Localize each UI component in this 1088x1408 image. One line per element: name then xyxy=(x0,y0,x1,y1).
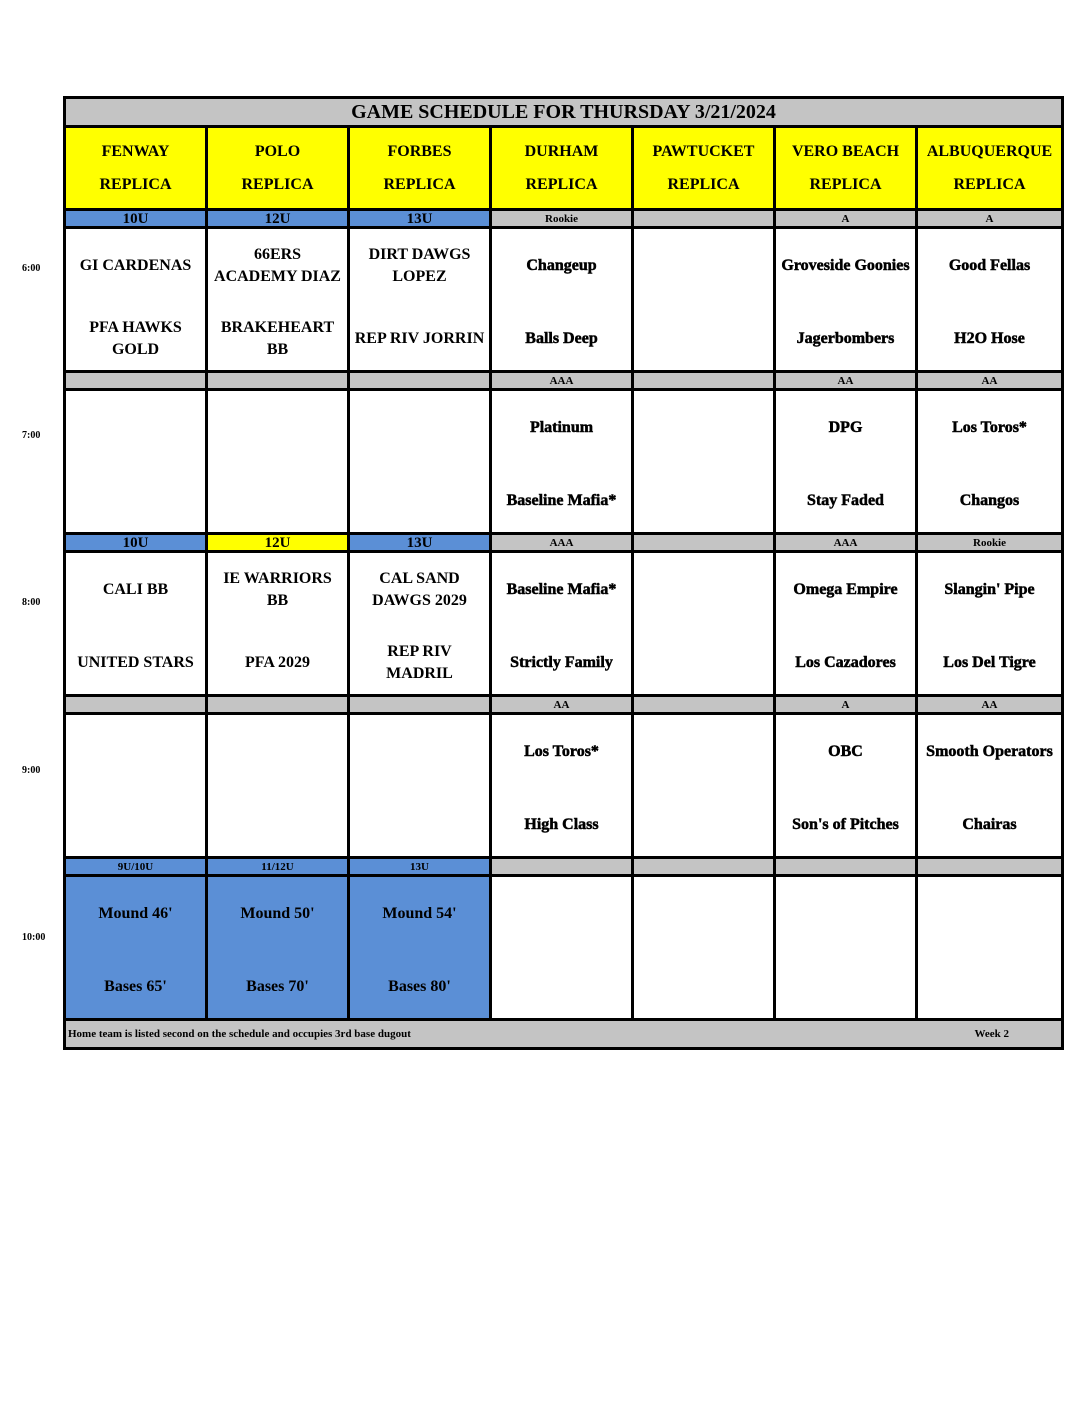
division-cell: 10U xyxy=(65,210,207,228)
away-team: IE WARRIORS BB xyxy=(223,570,332,609)
away-team xyxy=(634,877,773,951)
game-cell xyxy=(349,228,491,372)
home-team: REP RIV MADRIL xyxy=(386,643,453,682)
division-cell xyxy=(65,372,207,390)
game-cell xyxy=(207,390,349,534)
game-cell xyxy=(917,390,1063,534)
division-cell: AA xyxy=(917,696,1063,714)
away-team: DPG xyxy=(828,419,863,436)
away-team xyxy=(350,391,489,465)
division-cell xyxy=(633,210,775,228)
division-row xyxy=(65,858,1063,876)
game-cell xyxy=(65,228,207,372)
game-row xyxy=(65,552,1063,696)
division-cell: A xyxy=(917,210,1063,228)
away-team xyxy=(66,715,205,789)
division-cell: 10U xyxy=(65,534,207,552)
home-team xyxy=(918,951,1061,1020)
away-team: DIRT DAWGS LOPEZ xyxy=(368,246,471,285)
game-cell xyxy=(775,552,917,696)
game-cell xyxy=(207,228,349,372)
away-team: Omega Empire xyxy=(793,581,898,598)
home-team: Chairas xyxy=(962,816,1017,833)
field-spec-cell xyxy=(65,876,207,1020)
away-team xyxy=(634,391,773,465)
game-cell xyxy=(633,552,775,696)
division-cell xyxy=(633,372,775,390)
home-team: PFA HAWKS GOLD xyxy=(89,319,182,358)
venue-sub: REPLICA xyxy=(99,176,172,193)
game-cell xyxy=(207,552,349,696)
division-cell xyxy=(633,696,775,714)
venue-header xyxy=(65,127,207,210)
away-team: Good Fellas xyxy=(948,257,1031,274)
game-cell xyxy=(491,552,633,696)
home-team: Son's of Pitches xyxy=(792,816,899,833)
division-cell: Rookie xyxy=(491,210,633,228)
game-cell xyxy=(491,714,633,858)
game-cell xyxy=(349,390,491,534)
game-cell xyxy=(207,714,349,858)
division-row xyxy=(65,534,1063,552)
home-team: BRAKEHEART BB xyxy=(220,319,335,358)
week-label: Week 2 xyxy=(974,1028,1009,1040)
division-cell xyxy=(633,858,775,876)
field-spec-cell xyxy=(349,876,491,1020)
division-cell xyxy=(775,858,917,876)
away-team xyxy=(66,391,205,465)
home-team: H2O Hose xyxy=(954,330,1025,347)
away-team: Baseline Mafia* xyxy=(506,581,617,598)
home-team: Jagerbombers xyxy=(796,330,895,347)
footer-note: Home team is listed second on the schedule and occupies 3rd base dugout xyxy=(68,1028,411,1040)
game-cell xyxy=(65,390,207,534)
venue-header xyxy=(207,127,349,210)
division-cell: 12U xyxy=(207,210,349,228)
division-cell xyxy=(349,372,491,390)
home-team xyxy=(350,465,489,534)
division-cell: 11/12U xyxy=(207,858,349,876)
division-row xyxy=(65,372,1063,390)
bases-distance: Bases 70' xyxy=(246,978,309,995)
division-cell: 13U xyxy=(349,210,491,228)
footer-cell xyxy=(65,1020,1063,1049)
home-team xyxy=(208,465,347,534)
away-team xyxy=(776,877,915,951)
home-team xyxy=(66,789,205,858)
home-team xyxy=(776,951,915,1020)
time-label: 9:00 xyxy=(22,765,41,776)
game-cell xyxy=(633,390,775,534)
game-cell xyxy=(775,390,917,534)
division-cell: AAA xyxy=(491,372,633,390)
game-row xyxy=(65,714,1063,858)
game-cell xyxy=(775,714,917,858)
venue-header-row xyxy=(65,127,1063,210)
away-team xyxy=(350,715,489,789)
game-cell xyxy=(633,876,775,1020)
home-team: REP RIV JORRIN xyxy=(354,330,485,347)
division-cell: AA xyxy=(491,696,633,714)
mound-distance: Mound 46' xyxy=(98,905,173,922)
field-spec-cell xyxy=(207,876,349,1020)
home-team xyxy=(350,789,489,858)
division-row xyxy=(65,696,1063,714)
away-team: 66ERS ACADEMY DIAZ xyxy=(214,246,341,285)
game-cell xyxy=(491,876,633,1020)
game-row xyxy=(65,228,1063,372)
away-team: Slangin' Pipe xyxy=(944,581,1035,598)
away-team xyxy=(634,553,773,627)
home-team xyxy=(634,789,773,858)
division-cell: 13U xyxy=(349,534,491,552)
away-team: Los Toros* xyxy=(952,419,1027,436)
venue-name: FENWAY xyxy=(101,143,170,160)
division-cell xyxy=(207,372,349,390)
away-team xyxy=(634,715,773,789)
away-team xyxy=(208,391,347,465)
home-team xyxy=(634,951,773,1020)
venue-header xyxy=(917,127,1063,210)
away-team: GI CARDENAS xyxy=(79,257,192,274)
game-cell xyxy=(633,714,775,858)
away-team xyxy=(634,229,773,303)
home-team xyxy=(634,303,773,372)
mound-distance: Mound 54' xyxy=(382,905,457,922)
division-cell: A xyxy=(775,696,917,714)
schedule-title: GAME SCHEDULE FOR THURSDAY 3/21/2024 xyxy=(65,98,1063,127)
game-cell xyxy=(775,876,917,1020)
game-cell xyxy=(917,552,1063,696)
game-cell xyxy=(633,228,775,372)
home-team: Balls Deep xyxy=(525,330,598,347)
venue-name: FORBES xyxy=(387,143,452,160)
venue-sub: REPLICA xyxy=(809,176,882,193)
venue-sub: REPLICA xyxy=(241,176,314,193)
schedule-table xyxy=(63,96,1064,1050)
division-cell xyxy=(65,696,207,714)
away-team: CAL SAND DAWGS 2029 xyxy=(372,570,467,609)
venue-sub: REPLICA xyxy=(667,176,740,193)
time-label: 6:00 xyxy=(22,263,41,274)
home-team: Los Del Tigre xyxy=(943,654,1036,671)
home-team: Strictly Family xyxy=(510,654,613,671)
home-team: High Class xyxy=(524,816,599,833)
division-cell: 12U xyxy=(207,534,349,552)
division-cell xyxy=(917,858,1063,876)
game-row xyxy=(65,876,1063,1020)
division-cell xyxy=(491,858,633,876)
footer-row xyxy=(65,1020,1063,1049)
division-cell xyxy=(207,696,349,714)
home-team: PFA 2029 xyxy=(244,654,311,671)
away-team xyxy=(918,877,1061,951)
division-cell: Rookie xyxy=(917,534,1063,552)
away-team: OBC xyxy=(828,743,863,760)
time-label: 10:00 xyxy=(22,932,46,943)
home-team xyxy=(634,627,773,696)
home-team xyxy=(634,465,773,534)
away-team xyxy=(492,877,631,951)
away-team: Groveside Goonies xyxy=(781,257,910,274)
away-team: Smooth Operators xyxy=(926,743,1053,760)
bases-distance: Bases 65' xyxy=(104,978,167,995)
division-cell: AAA xyxy=(491,534,633,552)
venue-header xyxy=(633,127,775,210)
game-cell xyxy=(65,552,207,696)
game-cell xyxy=(349,714,491,858)
bases-distance: Bases 80' xyxy=(388,978,451,995)
game-cell xyxy=(349,552,491,696)
time-label: 7:00 xyxy=(22,430,41,441)
division-cell: AA xyxy=(917,372,1063,390)
game-row xyxy=(65,390,1063,534)
venue-name: PAWTUCKET xyxy=(652,143,755,160)
venue-name: VERO BEACH xyxy=(791,143,900,160)
game-cell xyxy=(491,228,633,372)
division-cell xyxy=(349,696,491,714)
division-cell: A xyxy=(775,210,917,228)
home-team: Changos xyxy=(959,492,1020,509)
division-cell xyxy=(633,534,775,552)
home-team xyxy=(66,465,205,534)
away-team: Platinum xyxy=(529,419,594,436)
game-cell xyxy=(775,228,917,372)
game-cell xyxy=(917,228,1063,372)
division-cell: 13U xyxy=(349,858,491,876)
division-row xyxy=(65,210,1063,228)
home-team: Los Cazadores xyxy=(795,654,896,671)
time-label: 8:00 xyxy=(22,597,41,608)
mound-distance: Mound 50' xyxy=(240,905,315,922)
home-team xyxy=(208,789,347,858)
away-team xyxy=(208,715,347,789)
away-team: CALI BB xyxy=(102,581,169,598)
home-team xyxy=(492,951,631,1020)
venue-name: POLO xyxy=(254,143,301,160)
game-cell xyxy=(917,876,1063,1020)
home-team: Baseline Mafia* xyxy=(506,492,617,509)
division-cell: AA xyxy=(775,372,917,390)
time-column xyxy=(0,0,64,1100)
venue-header xyxy=(775,127,917,210)
venue-header xyxy=(491,127,633,210)
away-team: Los Toros* xyxy=(524,743,599,760)
game-cell xyxy=(491,390,633,534)
home-team: UNITED STARS xyxy=(77,654,194,671)
venue-sub: REPLICA xyxy=(953,176,1026,193)
venue-sub: REPLICA xyxy=(383,176,456,193)
game-cell xyxy=(65,714,207,858)
home-team: Stay Faded xyxy=(807,492,884,509)
away-team: Changeup xyxy=(526,257,597,274)
division-cell: 9U/10U xyxy=(65,858,207,876)
venue-sub: REPLICA xyxy=(525,176,598,193)
game-cell xyxy=(917,714,1063,858)
venue-name: ALBUQUERQUE xyxy=(926,143,1053,160)
division-cell: AAA xyxy=(775,534,917,552)
venue-header xyxy=(349,127,491,210)
venue-name: DURHAM xyxy=(524,143,599,160)
